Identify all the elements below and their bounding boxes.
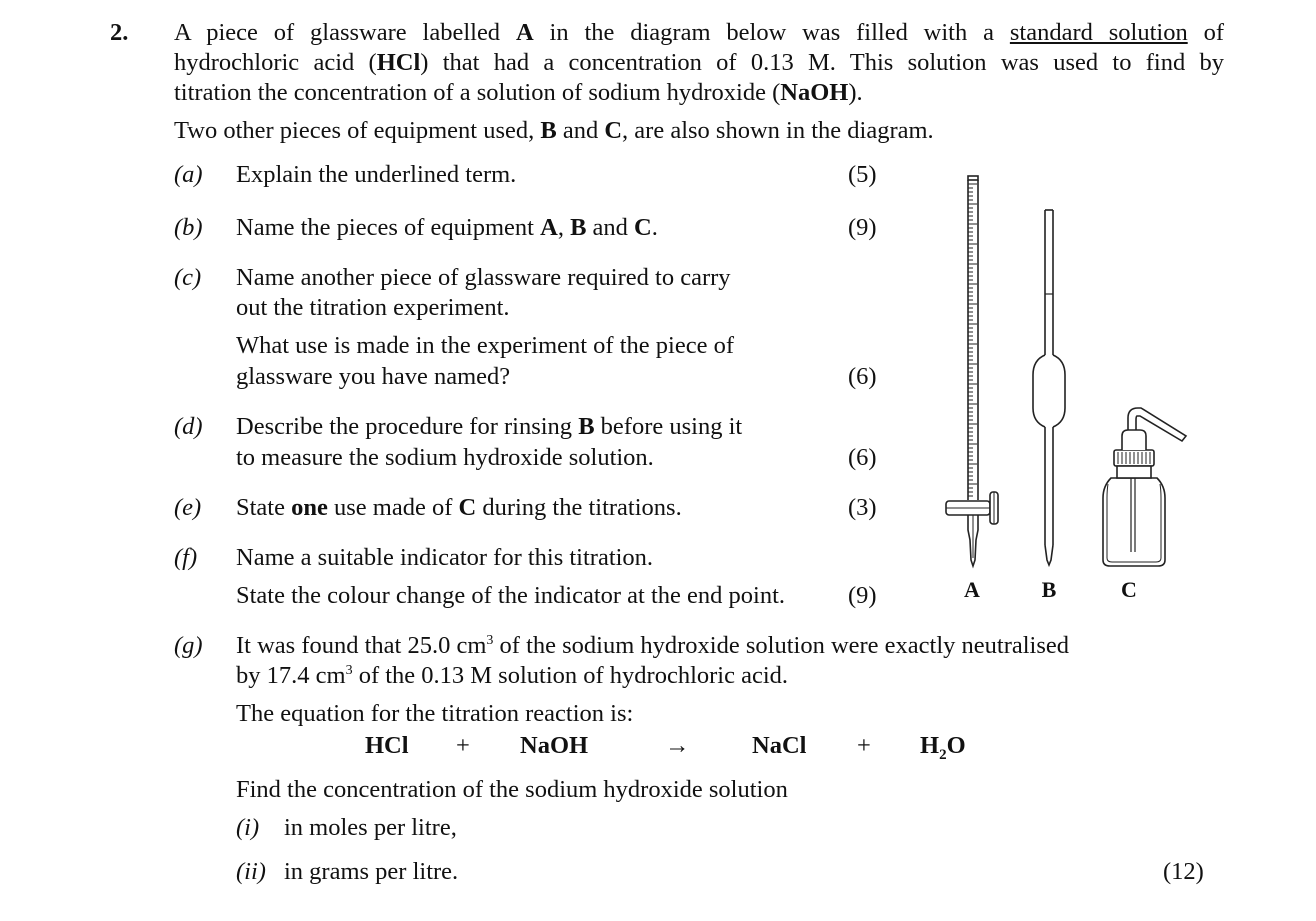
part-a-label: (a): [174, 161, 203, 188]
part-c-line-4: glassware you have named?: [236, 363, 511, 390]
part-f-label: (f): [174, 544, 198, 571]
part-d-marks: (6): [848, 444, 877, 471]
part-g-line-1: It was found that 25.0 $cm^3$ of the sodium hydroxide solution were exactly neutralised: [236, 632, 1070, 659]
wash-bottle-C: [1103, 408, 1186, 566]
diagram-label-C: C: [1121, 577, 1137, 602]
part-c-line-1: Name another piece of glassware required to carry: [236, 264, 731, 291]
part-c-line-2: out the titration experiment.: [236, 294, 510, 321]
part-d-line-2: to measure the sodium hydroxide solution.: [236, 444, 654, 471]
part-g-line-2: by 17.4 $cm^3$ of the 0.13 M solution of hydrochloric acid.: [236, 662, 789, 689]
part-c-marks: (6): [848, 363, 877, 390]
burette-A: [946, 176, 998, 566]
part-a-text: Explain the underlined term.: [236, 161, 517, 188]
part-e-text: State one use made of C during the titrations.: [236, 494, 682, 521]
part-e-label: (e): [174, 494, 202, 521]
part-g-line-3: The equation for the titration reaction is:: [236, 700, 634, 727]
intro-line-2: hydrochloric acid (HCl) that had a concentration of 0.13 M. This solution was used to find by: [174, 49, 1224, 76]
question-number: 2.: [110, 19, 129, 46]
equation-plus-1: +: [456, 732, 470, 759]
part-b-marks: (9): [848, 214, 877, 241]
equation-water: $H_2O$: [920, 732, 966, 763]
part-g-line-4: Find the concentration of the sodium hydroxide solution: [236, 776, 788, 803]
equation-plus-2: +: [857, 732, 871, 759]
equation-arrow: →: [665, 732, 690, 759]
part-g-label: (g): [174, 632, 203, 659]
part-f-line-2: State the colour change of the indicator at the end point.: [236, 582, 786, 609]
equation-nacl: NaCl: [752, 732, 807, 759]
part-g-i-text: in moles per litre,: [284, 814, 457, 841]
part-a-marks: (5): [848, 161, 877, 188]
part-g-i-label: (i): [236, 814, 260, 841]
part-c-label: (c): [174, 264, 202, 291]
part-g-ii-text: in grams per litre.: [284, 858, 459, 885]
part-f-marks: (9): [848, 582, 877, 609]
part-e-marks: (3): [848, 494, 877, 521]
intro-line-1: A piece of glassware labelled A in the diagram below was filled with a standard solution of: [174, 19, 1224, 46]
part-d-label: (d): [174, 413, 203, 440]
intro-line-3: titration the concentration of a solution of sodium hydroxide (NaOH).: [174, 79, 863, 106]
equation-hcl: HCl: [365, 732, 409, 759]
intro-line-4: Two other pieces of equipment used, B and C, are also shown in the diagram.: [174, 117, 934, 144]
part-c-line-3: What use is made in the experiment of the piece of: [236, 332, 734, 359]
equation-naoh: NaOH: [520, 732, 589, 759]
part-g-marks: (12): [1163, 858, 1204, 885]
part-d-line-1: Describe the procedure for rinsing B before using it: [236, 413, 743, 440]
part-g-ii-label: (ii): [236, 858, 266, 885]
part-b-text: Name the pieces of equipment A, B and C.: [236, 214, 658, 241]
pipette-B: [1033, 210, 1065, 565]
diagram-label-A: A: [964, 577, 980, 602]
underlined-term: standard solution: [1009, 19, 1188, 46]
part-b-label: (b): [174, 214, 203, 241]
part-f-line-1: Name a suitable indicator for this titration.: [236, 544, 654, 571]
diagram-label-B: B: [1041, 577, 1057, 602]
